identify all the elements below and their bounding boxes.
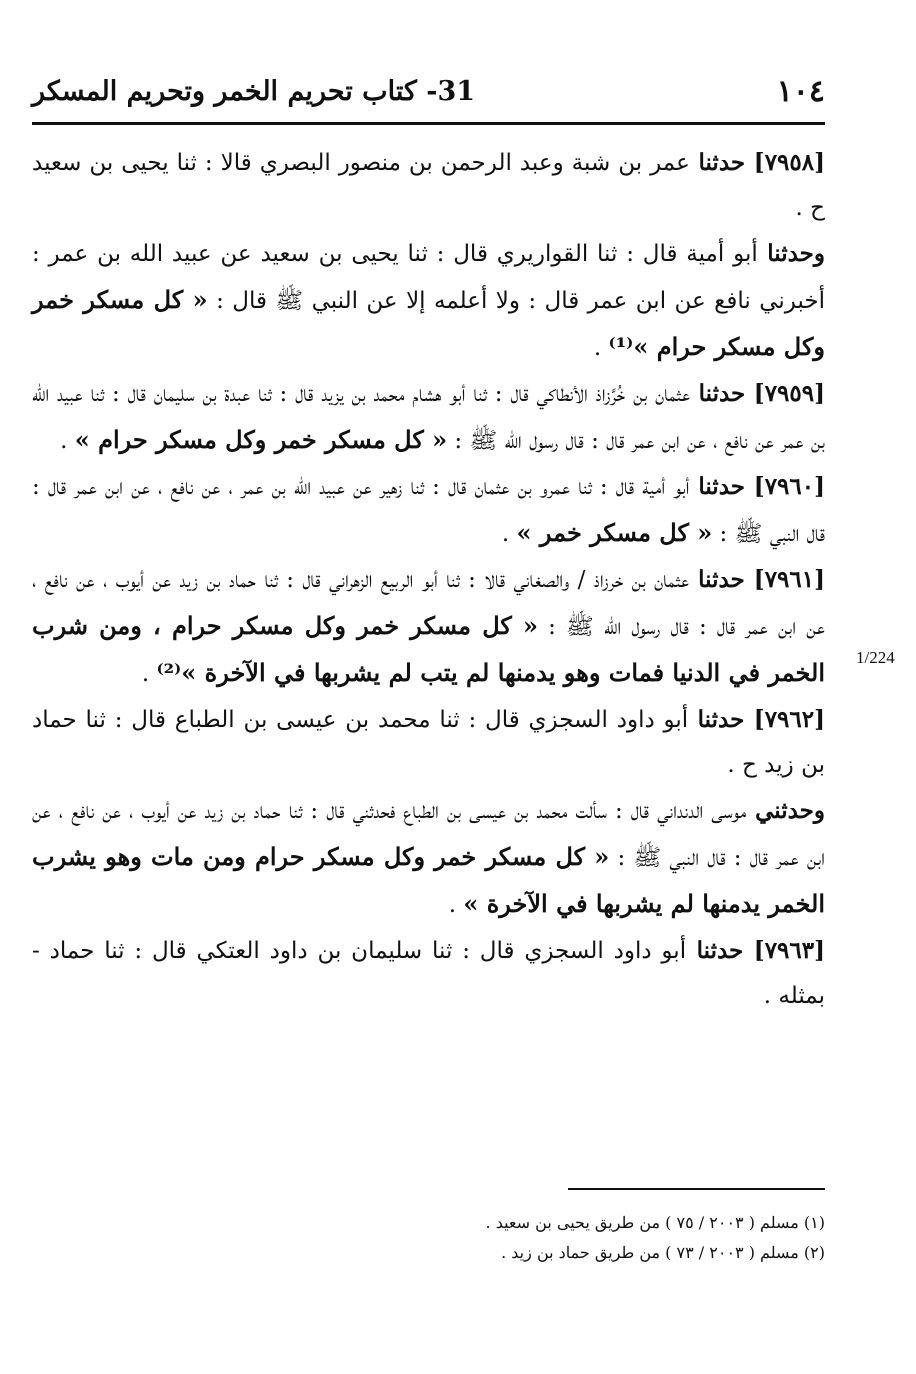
narration-lead: حدثنا xyxy=(689,566,745,593)
narration-lead: حدثنا xyxy=(688,706,745,733)
margin-volume-note: 1/224 xyxy=(856,648,895,667)
paragraph-tail: . xyxy=(141,661,157,687)
paragraph-tail: . xyxy=(60,428,75,454)
hadith-paragraph xyxy=(32,140,825,231)
isnad-text: أبو أمية قال : ثنا عمرو بن عثمان قال : ثنا زهير عن عبيد الله بن عمر ، عن نافع ، عن ابن عمر قال : قال النبي ﷺ : xyxy=(32,474,825,547)
footnotes xyxy=(32,1208,825,1268)
footnote: (١) مسلم ( ٢٠٠٣ / ٧٥ ) من طريق يحيى بن سعيد . xyxy=(485,1213,825,1232)
narration-lead: حدثنا xyxy=(686,937,744,964)
hadith-paragraph xyxy=(32,788,825,928)
hadith-matn: « كل مسكر خمر وكل مسكر حرام ، ومن شرب الخمر في الدنيا فمات وهو يدمنها لم يتب لم يشربها في الآخرة »⁽²⁾ xyxy=(32,611,825,687)
hadith-number: [٧٩٦٢] xyxy=(744,706,825,733)
hadith-number: [٧٩٦٣] xyxy=(743,937,826,964)
narration-lead: حدثنا xyxy=(689,149,746,176)
hadith-paragraph xyxy=(32,371,825,464)
narration-lead: حدثنا xyxy=(689,473,745,500)
isnad-text: عثمان بن خرزاذ / والصغاني قالا : ثنا أبو الربيع الزهراني قال : ثنا حماد بن زيد عن أيوب ، عن نافع ، عن ابن عمر قال : قال رسول الله ﷺ : xyxy=(32,567,825,640)
paragraph-tail: . xyxy=(593,335,609,361)
paragraph-tail: . xyxy=(448,892,464,918)
hadith-paragraph xyxy=(32,557,825,697)
hadith-paragraph xyxy=(32,697,825,788)
hadith-matn: « كل مسكر خمر وكل مسكر حرام »⁽¹⁾ xyxy=(32,285,825,361)
isnad-text: عمر بن شبة وعبد الرحمن بن منصور البصري قالا : ثنا يحيى بن سعيد ح . xyxy=(32,150,825,221)
header-divider xyxy=(32,122,825,125)
hadith-matn: « كل مسكر خمر وكل مسكر حرام ومن مات وهو يشرب الخمر يدمنها لم يشربها في الآخرة » xyxy=(32,842,825,918)
footnote: (٢) مسلم ( ٢٠٠٣ / ٧٣ ) من طريق حماد بن زيد . xyxy=(501,1243,825,1262)
hadith-matn: « كل مسكر خمر وكل مسكر حرام » xyxy=(74,425,448,454)
narration-lead: وحدثني xyxy=(746,797,825,824)
hadith-paragraph xyxy=(32,928,825,1019)
footnote-divider xyxy=(568,1188,825,1190)
paragraph-tail: . xyxy=(501,521,517,547)
isnad-text: عثمان بن خُرَّزاذ الأنطاكي قال : ثنا أبو هشام محمد بن يزيد قال : ثنا عبدة بن سليمان قال : ثنا عبيد الله بن عمر عن نافع ، عن ابن عمر قال : قال رسول الله ﷺ : xyxy=(32,381,825,454)
chapter-title: 31- كتاب تحريم الخمر وتحريم المسكر xyxy=(32,76,476,107)
hadith-paragraph xyxy=(32,231,825,371)
hadith-number: [٧٩٥٩] xyxy=(745,380,825,407)
hadith-matn: « كل مسكر خمر » xyxy=(516,518,713,547)
page-header xyxy=(32,74,825,120)
isnad-text: موسى الدنداني قال : سألت محمد بن عيسى بن الطباع فحدثني قال : ثنا حماد بن زيد عن أيوب ، عن نافع ، عن ابن عمر قال : قال النبي ﷺ : xyxy=(32,798,825,871)
page-number: ١٠٤ xyxy=(776,74,825,109)
isnad-text: أبو داود السجزي قال : ثنا محمد بن عيسى بن الطباع قال : ثنا حماد بن زيد ح . xyxy=(32,707,825,778)
isnad-text: أبو داود السجزي قال : ثنا سليمان بن داود العتكي قال : ثنا حماد - بمثله . xyxy=(32,938,825,1009)
hadith-number: [٧٩٦١] xyxy=(744,566,825,593)
hadith-number: [٧٩٦٠] xyxy=(744,473,826,500)
isnad-text: أبو أمية قال : ثنا القواريري قال : ثنا يحيى بن سعيد عن عبيد الله بن عمر : أخبرني نافع عن ابن عمر قال : ولا أعلمه إلا عن النبي ﷺ قال : xyxy=(32,241,826,314)
narration-lead: وحدثنا xyxy=(757,240,825,267)
hadith-number: [٧٩٥٨] xyxy=(745,149,825,176)
hadith-paragraph xyxy=(32,464,825,557)
main-text xyxy=(32,140,825,1019)
narration-lead: حدثنا xyxy=(690,380,746,407)
